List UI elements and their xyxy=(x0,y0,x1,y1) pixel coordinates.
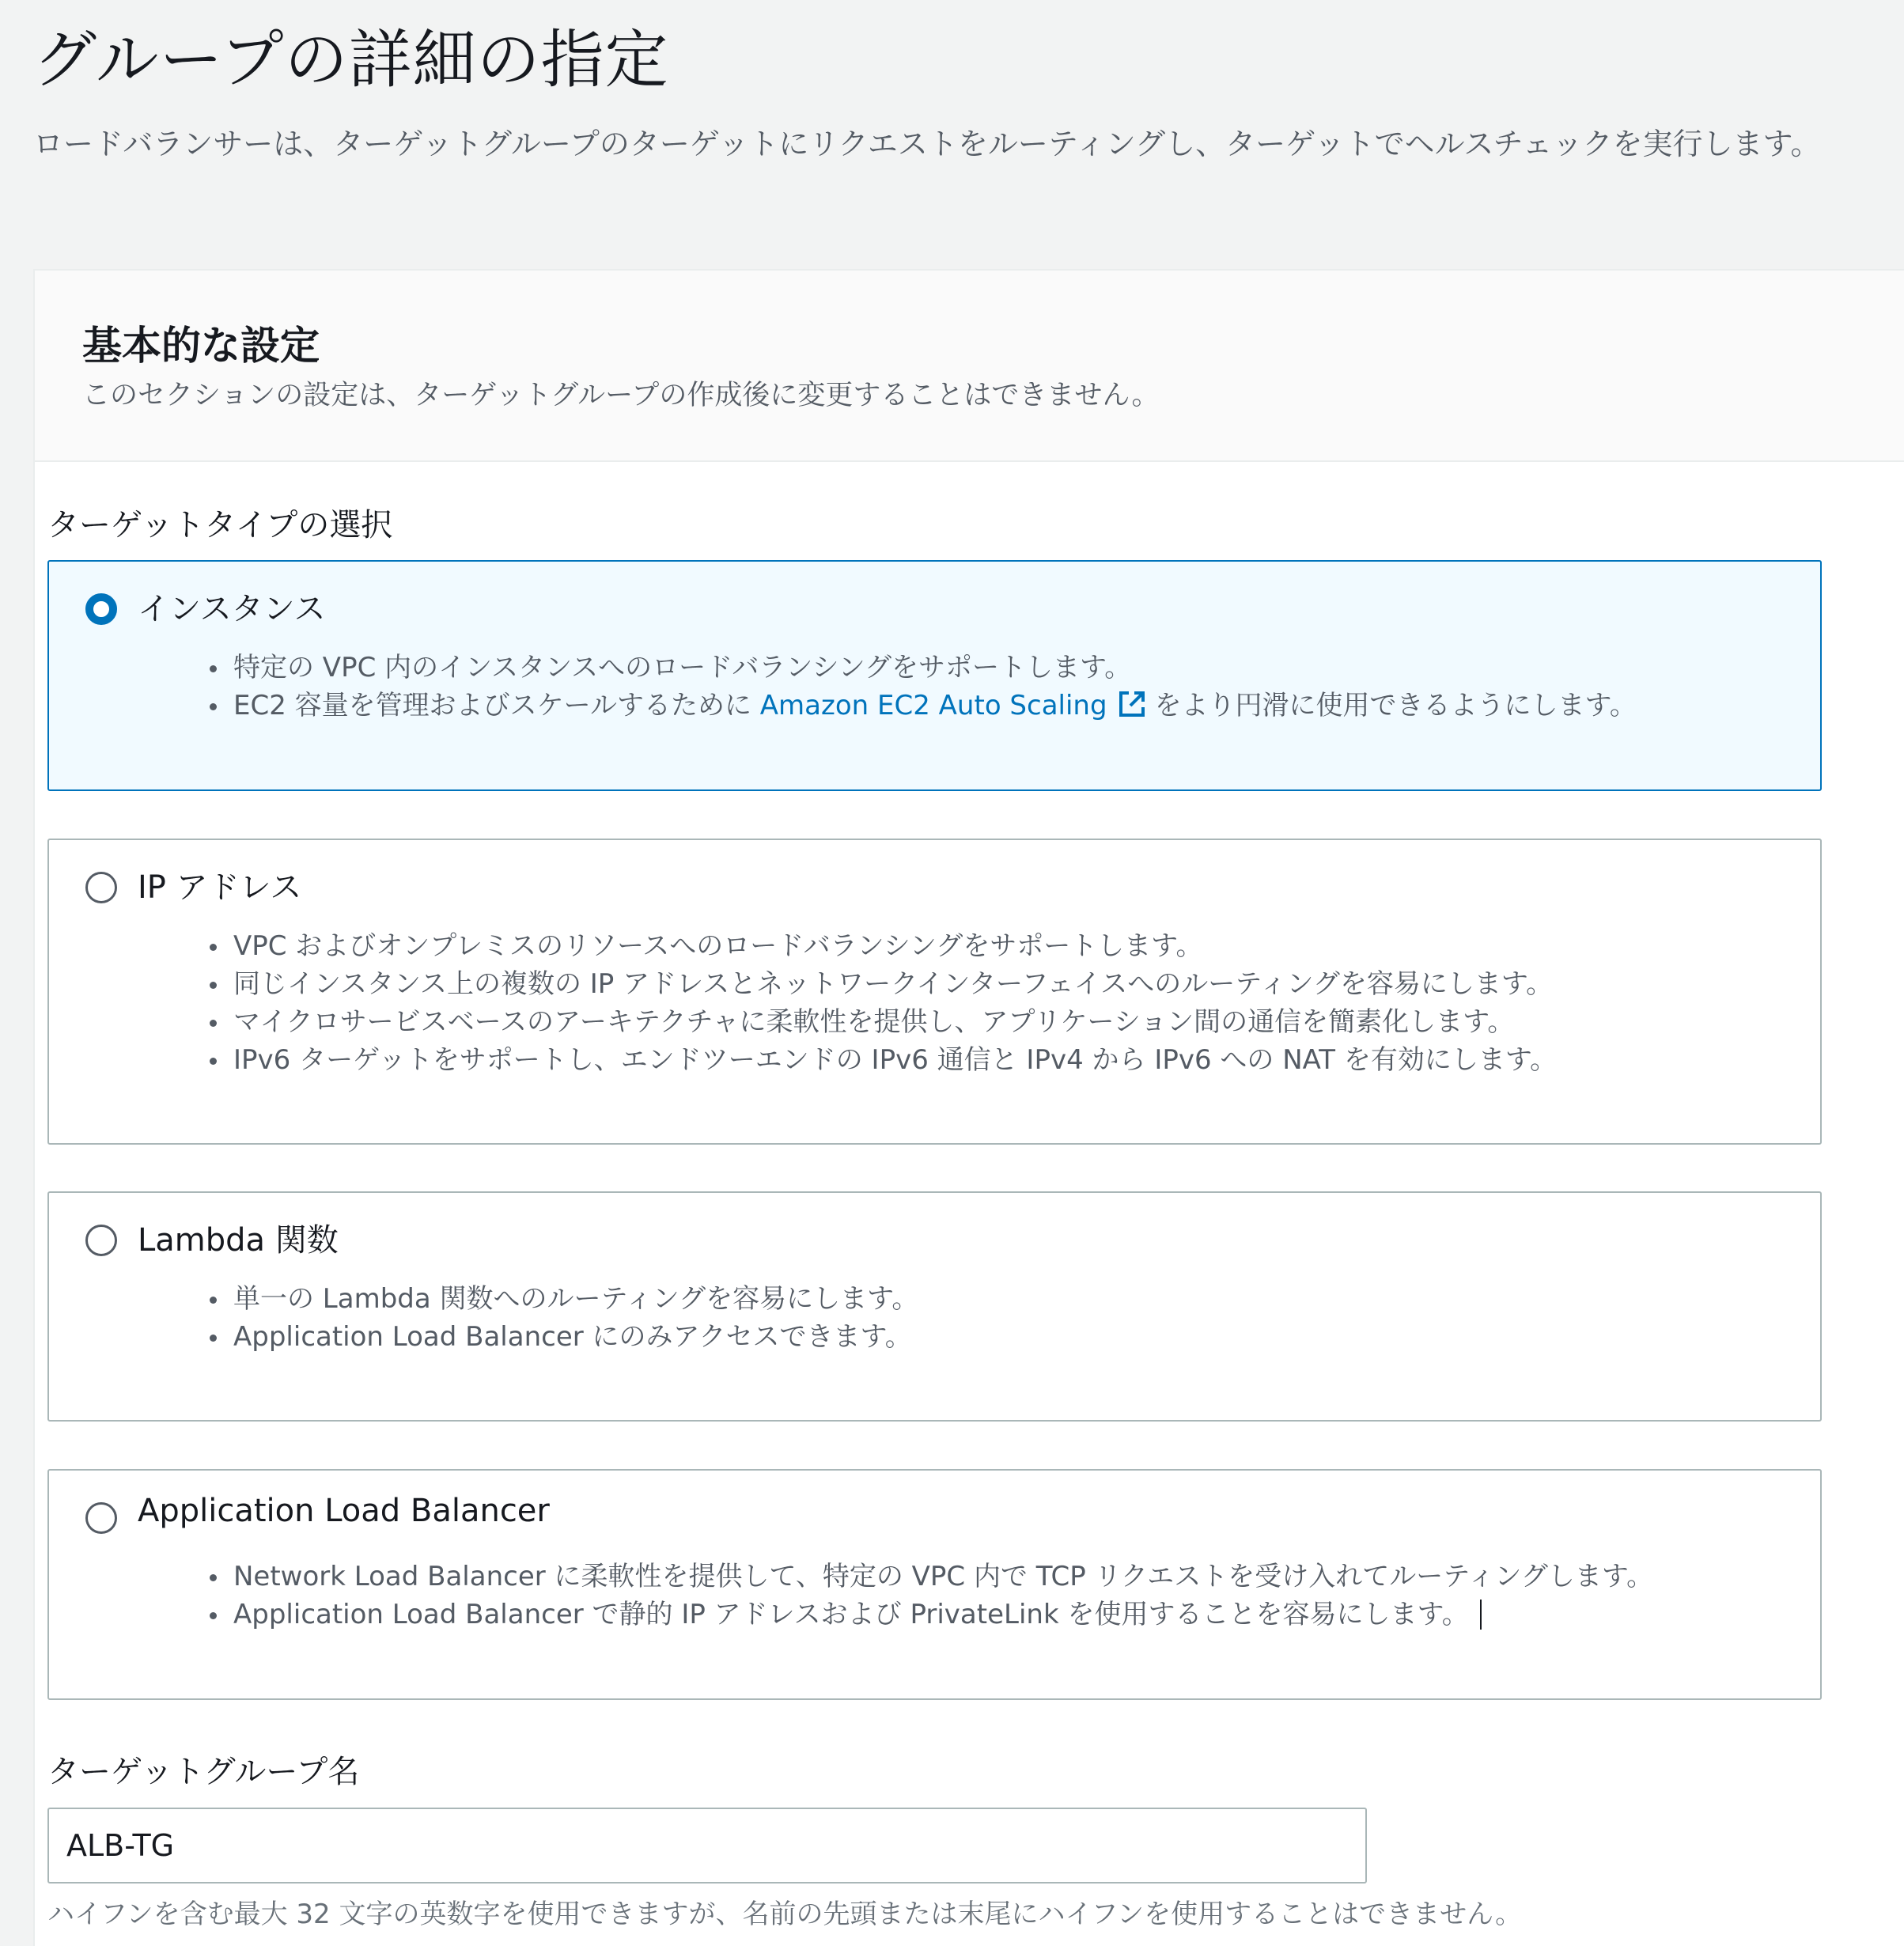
panel-header xyxy=(35,271,1904,462)
section-title: 基本的な設定 xyxy=(82,323,320,369)
alb-bullets xyxy=(233,1558,1653,1634)
bullet-text: Application Load Balancer で静的 IP アドレスおよび PrivateLink を使用することを容易にします。 xyxy=(233,1599,1469,1630)
name-constraint-text: ハイフンを含む最大 32 文字の英数字を使用できますが、名前の先頭または末尾にハイフンを使用することはできません。 xyxy=(47,1899,1523,1930)
section-description: このセクションの設定は、ターゲットグループの作成後に変更することはできません。 xyxy=(82,380,1160,411)
target-type-alb-tile[interactable] xyxy=(47,1469,1822,1700)
ip-bullets xyxy=(233,927,1557,1079)
target-group-name-input[interactable] xyxy=(47,1808,1367,1884)
list-item: 特定の VPC 内のインスタンスへのロードバランシングをサポートします。 xyxy=(233,649,1637,687)
alb-option-title: Application Load Balancer xyxy=(138,1493,550,1529)
auto-scaling-link[interactable]: Amazon EC2 Auto Scaling xyxy=(759,690,1107,721)
target-type-label: ターゲットタイプの選択 xyxy=(47,507,393,543)
instance-bullets xyxy=(233,649,1637,725)
page-title: グループの詳細の指定 xyxy=(33,23,669,97)
lambda-bullets xyxy=(233,1280,918,1356)
list-item xyxy=(233,687,1637,725)
lambda-radio[interactable] xyxy=(85,1225,117,1256)
list-item: 同じインスタンス上の複数の IP アドレスとネットワークインターフェイスへのルーティングを容易にします。 xyxy=(233,965,1557,1003)
target-type-lambda-tile[interactable] xyxy=(47,1191,1822,1422)
list-item: VPC およびオンプレミスのリソースへのロードバランシングをサポートします。 xyxy=(233,927,1557,965)
alb-radio[interactable] xyxy=(85,1502,117,1534)
page-description: ロードバランサーは、ターゲットグループのターゲットにリクエストをルーティングし、ターゲットでヘルスチェックを実行します。 xyxy=(33,127,1821,161)
list-item xyxy=(233,1596,1653,1634)
lambda-option-title: Lambda 関数 xyxy=(138,1222,339,1259)
ip-option-title: IP アドレス xyxy=(138,869,302,906)
instance-option-title: インスタンス xyxy=(138,591,326,627)
list-item: マイクロサービスベースのアーキテクチャに柔軟性を提供し、アプリケーション間の通信を簡素化します。 xyxy=(233,1003,1557,1041)
text-cursor xyxy=(1480,1600,1482,1630)
list-item: Network Load Balancer に柔軟性を提供して、特定の VPC 内で TCP リクエストを受け入れてルーティングします。 xyxy=(233,1558,1653,1596)
target-type-ip-tile[interactable] xyxy=(47,839,1822,1145)
ip-radio[interactable] xyxy=(85,872,117,903)
bullet-text-suffix: をより円滑に使用できるようにします。 xyxy=(1154,690,1637,721)
list-item: IPv6 ターゲットをサポートし、エンドツーエンドの IPv6 通信と IPv4 から IPv6 への NAT を有効にします。 xyxy=(233,1041,1557,1079)
bullet-text-prefix: EC2 容量を管理およびスケールするために xyxy=(233,690,751,721)
list-item: Application Load Balancer にのみアクセスできます。 xyxy=(233,1318,918,1356)
list-item: 単一の Lambda 関数へのルーティングを容易にします。 xyxy=(233,1280,918,1318)
external-link-icon[interactable] xyxy=(1117,689,1147,719)
instance-radio[interactable] xyxy=(85,593,117,625)
target-group-name-label: ターゲットグループ名 xyxy=(47,1754,360,1790)
target-type-instance-tile[interactable] xyxy=(47,560,1822,791)
